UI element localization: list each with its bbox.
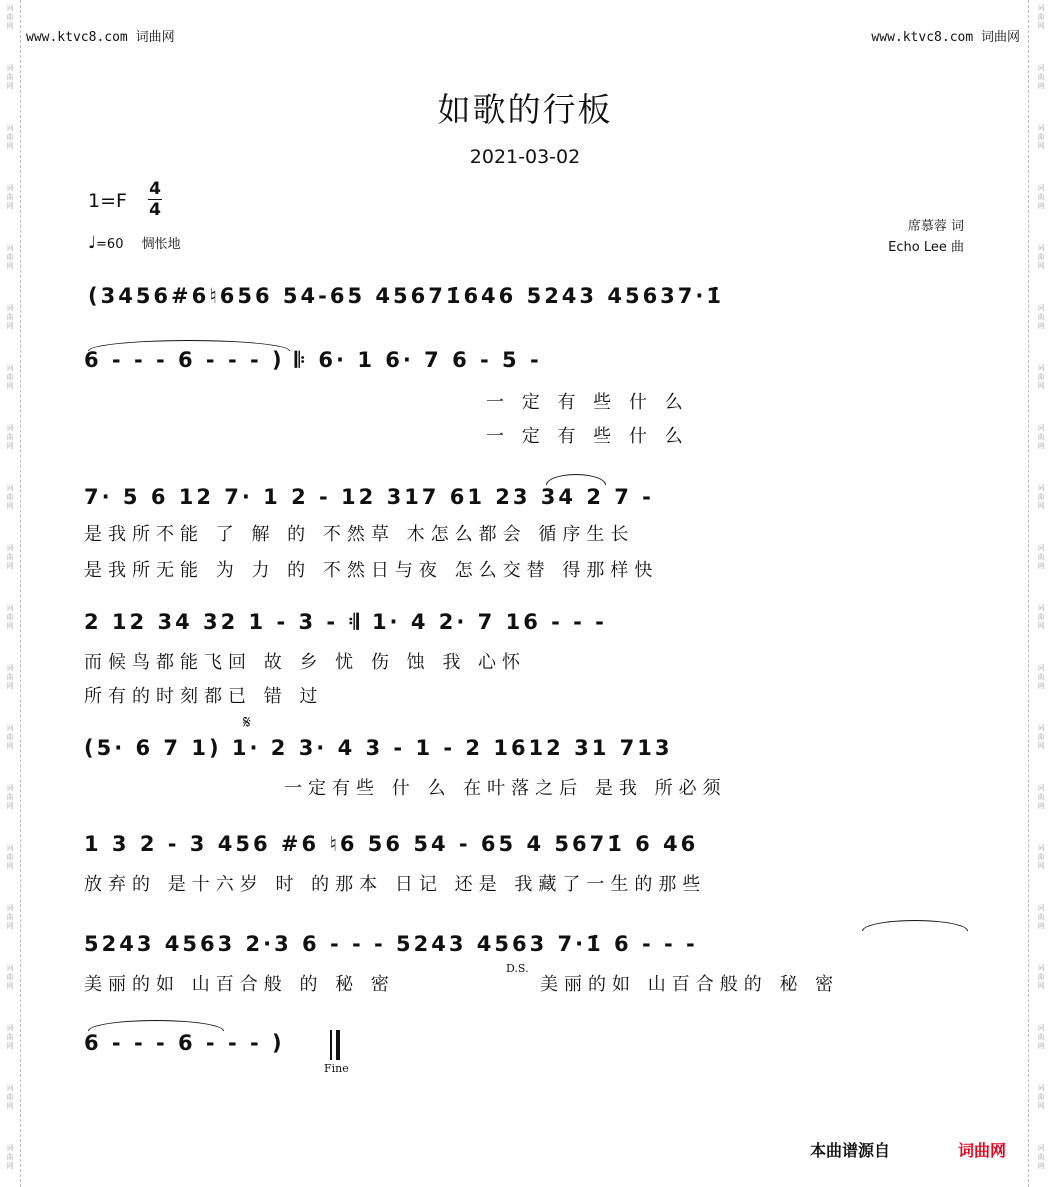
side-watermark-text: 词 曲 网	[6, 1144, 14, 1170]
song-title: 如歌的行板	[437, 90, 613, 129]
side-watermark-text: 词 曲 网	[6, 64, 14, 90]
side-watermark-text: 词 曲 网	[1037, 1024, 1045, 1050]
segno-sign: 𝄋	[243, 712, 251, 733]
side-watermark-text: 词 曲 网	[6, 4, 14, 30]
system-3-lyric-1: 是我所不能 了 解 的 不然草 木怎么都会 循序生长	[84, 524, 635, 545]
quarter-note-icon: ♩	[88, 233, 97, 253]
side-watermark-text: 词 曲 网	[1037, 844, 1045, 870]
header-watermark-right: www.ktvc8.com 词曲网	[871, 30, 1020, 45]
side-watermark-text: 词 曲 网	[1037, 664, 1045, 690]
side-watermark-text: 词 曲 网	[1037, 784, 1045, 810]
tie-mark	[88, 340, 290, 351]
system-7-notes: 5243 4563 2·3 6 - - - 5243 4563 7·1̇ 6 - - -	[84, 932, 698, 956]
side-watermark-text: 词 曲 网	[1037, 4, 1045, 30]
side-watermark-text: 词 曲 网	[1037, 1144, 1045, 1170]
tempo-value: =60	[96, 237, 124, 252]
side-watermark-text: 词 曲 网	[1037, 904, 1045, 930]
final-barline-thin	[330, 1030, 332, 1060]
brand-logo-text[interactable]: 词曲网	[958, 1141, 1007, 1160]
source-label: 本曲谱源自	[810, 1141, 891, 1160]
side-watermark-text: 词 曲 网	[6, 544, 14, 570]
system-2-lyric-2: 一 定 有 些 什 么	[486, 426, 689, 447]
side-watermark-text: 词 曲 网	[6, 724, 14, 750]
side-watermark-text: 词 曲 网	[1037, 124, 1045, 150]
side-watermark-text: 词 曲 网	[1037, 184, 1045, 210]
system-3-notes: 7· 5 6 12 7· 1 2 - 12 317 61 23 34 2 7 -	[84, 485, 654, 509]
system-2-notes: 6 - - - 6 - - - ) 𝄆 6· 1 6· 7 6 - 5 -	[84, 348, 542, 372]
fine-mark: Fine	[324, 1062, 349, 1075]
header-watermark-left: www.ktvc8.com 词曲网	[26, 30, 175, 45]
side-watermark-text: 词 曲 网	[1037, 544, 1045, 570]
lyricist-credit: 席慕蓉 词	[907, 219, 964, 234]
side-watermark-text: 词 曲 网	[1037, 364, 1045, 390]
side-watermark-text: 词 曲 网	[6, 364, 14, 390]
side-watermark-text: 词 曲 网	[6, 784, 14, 810]
system-6-lyric-1: 放弃的 是十六岁 时 的那本 日记 还是 我藏了一生的那些	[84, 874, 707, 895]
system-4-notes: 2 12 34 32 1 - 3 - 𝄇 1· 4 2· 7 16 - - -	[84, 610, 607, 634]
time-signature	[148, 180, 162, 219]
time-signature-bottom: 4	[149, 200, 161, 220]
system-7-lyric-1: 美丽的如 山百合般 的 秘 密	[84, 974, 395, 995]
side-watermark-text: 词 曲 网	[1037, 304, 1045, 330]
system-4-lyric-2: 所有的时刻都已 错 过	[84, 686, 324, 707]
side-watermark-text: 词 曲 网	[1037, 244, 1045, 270]
mood-marking: 惆怅地	[141, 237, 181, 252]
system-5-notes: (5· 6 7 1) 1· 2 3· 4 3 - 1 - 2 1612 31 713	[84, 736, 673, 760]
left-watermark-strip	[2, 0, 21, 1187]
song-date: 2021-03-02	[469, 146, 581, 168]
side-watermark-text: 词 曲 网	[6, 904, 14, 930]
side-watermark-text: 词 曲 网	[6, 664, 14, 690]
composer-credit: Echo Lee 曲	[888, 240, 964, 255]
system-2-lyric-1: 一 定 有 些 什 么	[486, 392, 689, 413]
side-watermark-text: 词 曲 网	[6, 424, 14, 450]
dal-segno-mark: D.S.	[506, 962, 529, 975]
side-watermark-text: 词 曲 网	[1037, 964, 1045, 990]
side-watermark-text: 词 曲 网	[1037, 424, 1045, 450]
side-watermark-text: 词 曲 网	[6, 1024, 14, 1050]
side-watermark-text: 词 曲 网	[1037, 484, 1045, 510]
side-watermark-text: 词 曲 网	[6, 604, 14, 630]
system-1-notes: (3456#6♮656 54-65 45671̇646 5243 45637·1̇	[88, 284, 724, 308]
side-watermark-text: 词 曲 网	[6, 124, 14, 150]
side-watermark-text: 词 曲 网	[1037, 724, 1045, 750]
system-7-lyric-2: 美丽的如 山百合般的 秘 密	[540, 974, 840, 995]
slur-mark	[546, 474, 606, 485]
system-8-notes: 6 - - - 6 - - - )	[84, 1031, 285, 1055]
system-5-lyric-1: 一定有些 什 么 在叶落之后 是我 所必须	[284, 778, 727, 799]
time-signature-top: 4	[149, 179, 161, 199]
side-watermark-text: 词 曲 网	[1037, 64, 1045, 90]
right-watermark-strip	[1028, 0, 1047, 1187]
system-6-notes: 1 3 2 - 3 456 #6 ♮6 56 54 - 65 4 5671̇ 6 46	[84, 832, 699, 856]
system-3-lyric-2: 是我所无能 为 力 的 不然日与夜 怎么交替 得那样快	[84, 560, 659, 581]
side-watermark-text: 词 曲 网	[6, 184, 14, 210]
tempo-mark	[88, 233, 181, 253]
key-signature: 1=F	[88, 190, 127, 212]
side-watermark-text: 词 曲 网	[6, 484, 14, 510]
tie-mark	[88, 1020, 224, 1031]
final-barline-thick	[336, 1030, 340, 1060]
side-watermark-text: 词 曲 网	[6, 304, 14, 330]
side-watermark-text: 词 曲 网	[6, 244, 14, 270]
side-watermark-text: 词 曲 网	[1037, 1084, 1045, 1110]
side-watermark-text: 词 曲 网	[6, 964, 14, 990]
side-watermark-text: 词 曲 网	[1037, 604, 1045, 630]
system-4-lyric-1: 而候鸟都能飞回 故 乡 忧 伤 蚀 我 心怀	[84, 652, 527, 673]
side-watermark-text: 词 曲 网	[6, 1084, 14, 1110]
side-watermark-text: 词 曲 网	[6, 844, 14, 870]
tie-mark	[862, 920, 968, 931]
